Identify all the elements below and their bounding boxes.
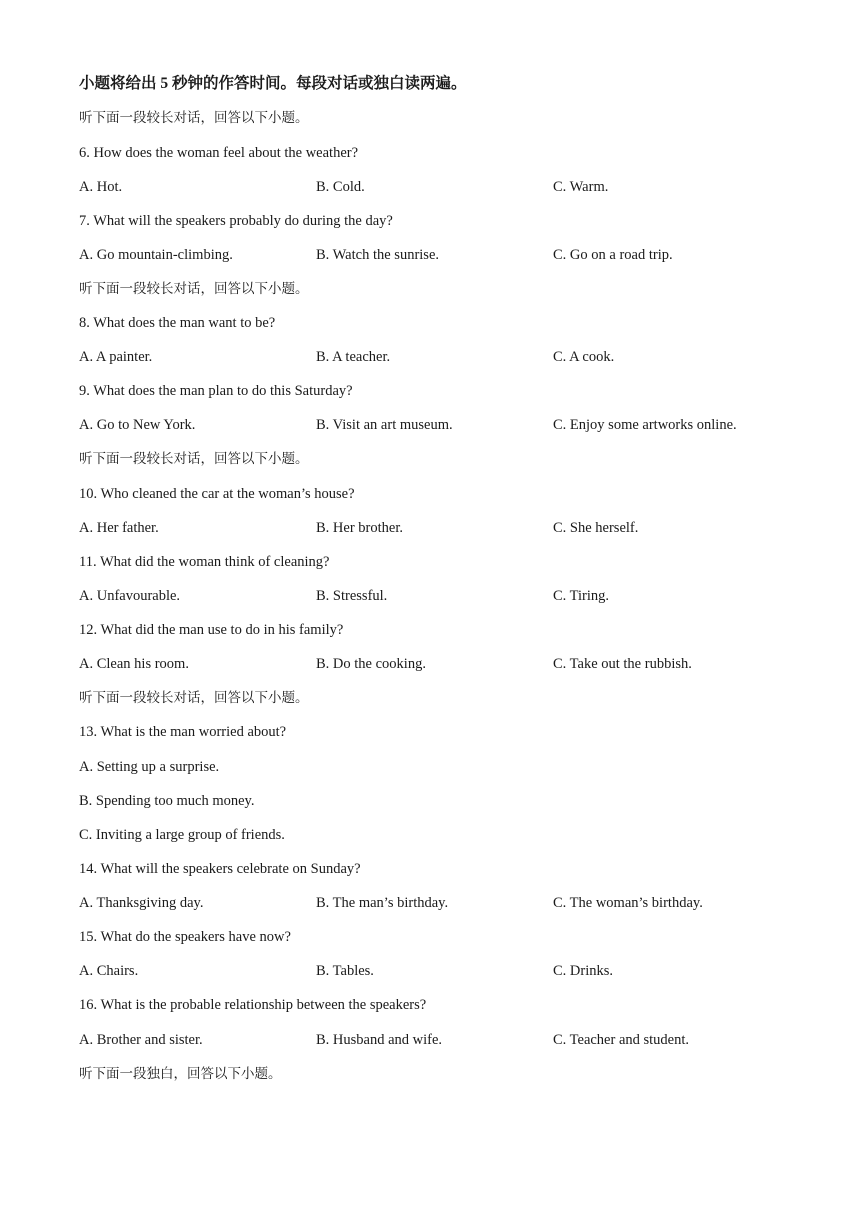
option-a: A. A painter. xyxy=(79,349,153,365)
option-a: A. Hot. xyxy=(79,179,123,195)
option-c: C. Teacher and student. xyxy=(553,1032,690,1048)
option-b: B. Tables. xyxy=(316,963,374,979)
option-b: B. Stressful. xyxy=(316,588,388,604)
instruction-monologue: 听下面一段独白，回答以下小题。 xyxy=(79,1066,282,1082)
option-a: A. Setting up a surprise. xyxy=(79,759,220,775)
instruction-dialogue: 听下面一段较长对话，回答以下小题。 xyxy=(79,451,309,467)
option-b: B. Watch the sunrise. xyxy=(316,247,440,263)
option-b: B. Husband and wife. xyxy=(316,1032,443,1048)
option-b: B. Visit an art museum. xyxy=(316,417,453,433)
option-c: C. Tiring. xyxy=(553,588,610,604)
option-c: C. Inviting a large group of friends. xyxy=(79,827,285,843)
option-a: A. Go to New York. xyxy=(79,417,196,433)
option-c: C. Enjoy some artworks online. xyxy=(553,417,737,433)
question-10: 10. Who cleaned the car at the woman’s house? xyxy=(79,486,355,502)
option-c: C. Go on a road trip. xyxy=(553,247,673,263)
instruction-dialogue: 听下面一段较长对话，回答以下小题。 xyxy=(79,690,309,706)
option-b: B. Her brother. xyxy=(316,520,403,536)
question-8: 8. What does the man want to be? xyxy=(79,315,276,331)
question-13: 13. What is the man worried about? xyxy=(79,724,287,740)
option-b: B. A teacher. xyxy=(316,349,391,365)
option-a: A. Her father. xyxy=(79,520,159,536)
option-a: A. Unfavourable. xyxy=(79,588,181,604)
question-6: 6. How does the woman feel about the weather? xyxy=(79,145,359,161)
option-a: A. Clean his room. xyxy=(79,656,189,672)
option-c: C. Take out the rubbish. xyxy=(553,656,692,672)
question-11: 11. What did the woman think of cleaning? xyxy=(79,554,330,570)
option-c: C. The woman’s birthday. xyxy=(553,895,703,911)
question-15: 15. What do the speakers have now? xyxy=(79,929,291,945)
question-12: 12. What did the man use to do in his family? xyxy=(79,622,344,638)
option-c: C. Warm. xyxy=(553,179,609,195)
option-a: A. Go mountain-climbing. xyxy=(79,247,233,263)
option-b: B. The man’s birthday. xyxy=(316,895,449,911)
section-heading: 小题将给出 5 秒钟的作答时间。每段对话或独白读两遍。 xyxy=(79,75,467,92)
question-16: 16. What is the probable relationship between the speakers? xyxy=(79,997,427,1013)
option-a: A. Thanksgiving day. xyxy=(79,895,204,911)
option-c: C. She herself. xyxy=(553,520,639,536)
question-14: 14. What will the speakers celebrate on Sunday? xyxy=(79,861,361,877)
option-b: B. Cold. xyxy=(316,179,365,195)
instruction-dialogue: 听下面一段较长对话，回答以下小题。 xyxy=(79,281,309,297)
question-9: 9. What does the man plan to do this Saturday? xyxy=(79,383,353,399)
option-a: A. Chairs. xyxy=(79,963,139,979)
option-c: C. A cook. xyxy=(553,349,615,365)
option-c: C. Drinks. xyxy=(553,963,614,979)
option-b: B. Do the cooking. xyxy=(316,656,426,672)
option-b: B. Spending too much money. xyxy=(79,793,255,809)
instruction-dialogue: 听下面一段较长对话，回答以下小题。 xyxy=(79,110,309,126)
question-7: 7. What will the speakers probably do during the day? xyxy=(79,213,393,229)
option-a: A. Brother and sister. xyxy=(79,1032,203,1048)
